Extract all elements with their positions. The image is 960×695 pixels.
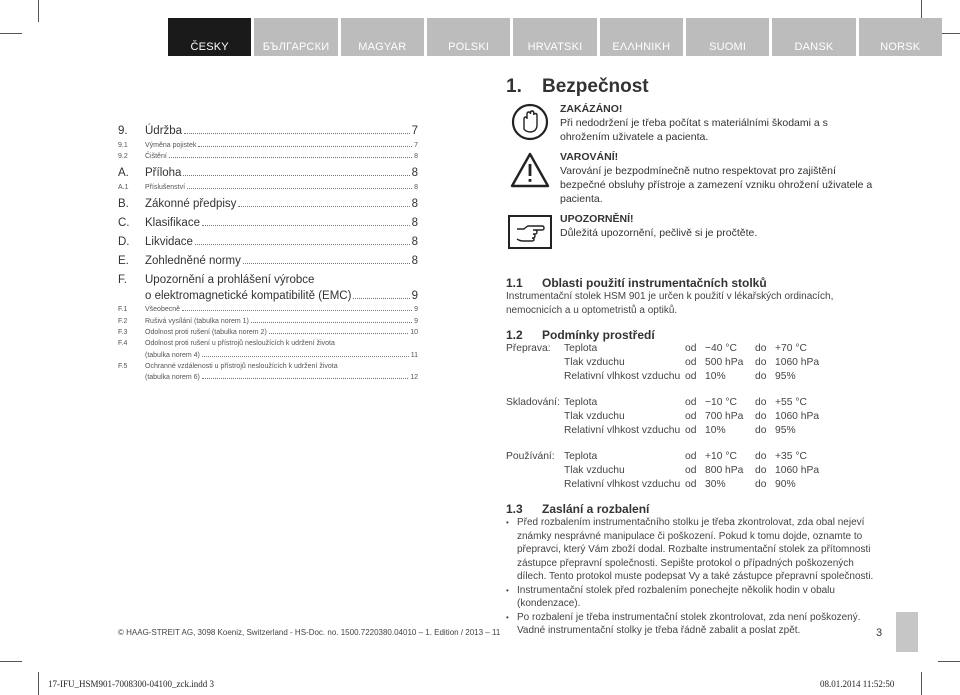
- bullet-list: [506, 516, 878, 638]
- condition-max: 95%: [775, 425, 796, 436]
- warning-triangle-icon: [506, 150, 554, 190]
- condition-row: [506, 464, 878, 478]
- toc-page: 10: [410, 329, 418, 336]
- condition-label: Teplota: [564, 451, 598, 462]
- condition-group-name: Skladování:: [506, 397, 560, 408]
- toc-label: Údržba: [145, 125, 183, 137]
- crop-mark: [938, 661, 960, 662]
- subsection-number: 1.2: [506, 328, 523, 342]
- subsection-title: Oblasti použití instrumentačních stolků: [542, 276, 767, 290]
- condition-from: od: [685, 411, 697, 422]
- toc-label: Výměna pojistek: [145, 141, 197, 149]
- condition-group-name: [506, 464, 564, 478]
- condition-min: 500 hPa: [705, 357, 744, 368]
- condition-max: 1060 hPa: [775, 465, 820, 476]
- toc-leader: [202, 378, 408, 379]
- bullet-icon: •: [506, 585, 509, 595]
- page-number: 3: [876, 627, 883, 639]
- toc-entry[interactable]: [118, 359, 418, 370]
- section-heading: [506, 76, 878, 102]
- toc-entry[interactable]: [118, 313, 418, 325]
- condition-from: od: [685, 451, 697, 462]
- condition-min: 700 hPa: [705, 411, 744, 422]
- safety-warning: [506, 150, 878, 206]
- subsection-heading: [506, 324, 878, 342]
- condition-label: Relativní vlhkost vzduchu: [564, 371, 681, 382]
- condition-from: od: [685, 397, 697, 408]
- condition-row: [506, 370, 878, 384]
- toc-number: A.1: [118, 183, 129, 191]
- condition-min: −10 °C: [705, 397, 737, 408]
- condition-to: do: [755, 371, 767, 382]
- safety-text: Při nedodržení je třeba počítat s materiálními škodami a s ohrožením uživatele a pacienta.: [560, 117, 828, 143]
- toc-page: 7: [414, 141, 418, 149]
- crop-mark: [38, 672, 39, 695]
- condition-min: 10%: [705, 371, 726, 382]
- toc-label: Rušivá vysílání (tabulka norem 1): [145, 317, 249, 325]
- crop-mark: [0, 33, 22, 34]
- toc-label: Příslušenství: [145, 183, 186, 191]
- toc-number: A.: [118, 167, 129, 179]
- condition-from: od: [685, 425, 697, 436]
- toc-entry[interactable]: [118, 229, 418, 248]
- toc-number: F.1: [118, 306, 128, 313]
- toc-leader: [238, 206, 409, 207]
- list-item-text: Před rozbalením instrumentačního stolku je třeba zkontrolovat, zda obal nejeví známky nesprávné manipulace či poškození. Pokud k tomu dojde, oznamte to přepravci, který Vám zboží dodal. Rozbalte instrumentační stolek za přítomnosti zástupce přepravní společnosti. Sepište protokol o případných poškozených dílech. Tento protokol muste podepsat Vy a také zástupce přepravní společnosti.: [517, 517, 874, 582]
- safety-title: VAROVÁNÍ!: [560, 151, 619, 163]
- condition-label: Tlak vzduchu: [564, 357, 625, 368]
- tab-polski[interactable]: POLSKI: [427, 18, 510, 56]
- toc-page: 11: [410, 351, 418, 359]
- toc-page: 9: [414, 306, 418, 313]
- condition-max: 1060 hPa: [775, 411, 820, 422]
- condition-group: [506, 450, 878, 492]
- toc-label: Zákonné předpisy: [145, 197, 237, 210]
- toc-leader: [198, 146, 412, 147]
- toc-leader: [243, 263, 410, 264]
- toc-page: 8: [411, 235, 418, 248]
- condition-group-name: [506, 410, 564, 424]
- toc-page: 9: [411, 289, 418, 302]
- list-item: [506, 611, 878, 638]
- toc-entry[interactable]: [118, 179, 418, 191]
- tab-ellinika[interactable]: ΕΛΛΗΝΙΚΗ: [600, 18, 683, 56]
- condition-row: [506, 396, 878, 410]
- crop-mark: [921, 672, 922, 695]
- tab-suomi[interactable]: SUOMI: [686, 18, 769, 56]
- condition-from: od: [685, 343, 697, 354]
- condition-max: 1060 hPa: [775, 357, 820, 368]
- condition-group-name: [506, 478, 564, 492]
- toc-number: 9.1: [118, 141, 128, 149]
- tab-cesky[interactable]: ČESKY: [168, 18, 251, 56]
- toc-page: 8: [411, 167, 418, 179]
- toc-label: (tabulka norem 4): [145, 351, 200, 359]
- condition-group-name: [506, 424, 564, 438]
- toc-leader: [183, 175, 409, 176]
- toc-entry[interactable]: [118, 325, 418, 337]
- condition-min: 30%: [705, 479, 726, 490]
- subsection-number: 1.1: [506, 276, 523, 290]
- toc-leader: [251, 322, 412, 323]
- toc-page: 8: [414, 153, 418, 160]
- condition-group-name: Používání:: [506, 451, 555, 462]
- toc-entry[interactable]: [118, 137, 418, 149]
- subsection-heading: [506, 498, 878, 516]
- condition-label: Relativní vlhkost vzduchu: [564, 479, 681, 490]
- safety-symbols: [506, 102, 878, 252]
- condition-label: Teplota: [564, 343, 598, 354]
- table-of-contents: [118, 118, 418, 381]
- condition-max: +55 °C: [775, 397, 807, 408]
- toc-leader: [169, 157, 412, 158]
- toc-leader: [187, 188, 412, 189]
- toc-entry[interactable]: [118, 370, 418, 382]
- toc-number: F.4: [118, 340, 128, 347]
- toc-number: 9.: [118, 125, 128, 137]
- condition-max: +70 °C: [775, 343, 807, 354]
- condition-max: +35 °C: [775, 451, 807, 462]
- condition-row: [506, 356, 878, 370]
- toc-leader: [202, 356, 409, 357]
- toc-label: Upozornění a prohlášení výrobce: [145, 273, 315, 286]
- subsection-title: Podmínky prostředí: [542, 328, 655, 342]
- toc-label: Čištění: [145, 153, 167, 160]
- condition-from: od: [685, 479, 697, 490]
- list-item-text: Po rozbalení je třeba instrumentační stolek zkontrolovat, zda není poškozený. Vadné instrumentační stolky je třeba řádně zabalit a poslat zpět.: [517, 611, 861, 636]
- condition-to: do: [755, 479, 767, 490]
- stop-hand-icon: [506, 102, 554, 142]
- toc-number: F.2: [118, 317, 128, 325]
- toc-entry[interactable]: [118, 248, 418, 267]
- condition-group-name: [506, 370, 564, 384]
- crop-mark: [38, 0, 39, 22]
- condition-to: do: [755, 451, 767, 462]
- list-item: [506, 516, 878, 584]
- subsection-title: Zaslání a rozbalení: [542, 502, 650, 516]
- toc-page: 8: [411, 216, 418, 229]
- toc-page: 12: [410, 374, 418, 381]
- toc-page: 8: [411, 254, 418, 267]
- toc-leader: [353, 298, 409, 299]
- tab-bulgarski[interactable]: БЪЛГАРСКИ: [254, 18, 337, 56]
- toc-entry[interactable]: [118, 336, 418, 347]
- print-date-info: 08.01.2014 11:52:50: [820, 679, 895, 689]
- toc-number: B.: [118, 197, 129, 210]
- toc-number: C.: [118, 216, 130, 229]
- toc-label: Příloha: [145, 167, 182, 179]
- condition-label: Tlak vzduchu: [564, 465, 625, 476]
- section-title: Bezpečnost: [542, 76, 649, 97]
- condition-row: [506, 450, 878, 464]
- toc-label: o elektromagnetické kompatibilitě (EMC): [145, 289, 352, 302]
- crop-mark: [0, 661, 22, 662]
- toc-label: Ochranné vzdálenosti u přístrojů nesloužících k udržení života: [145, 362, 338, 370]
- environment-conditions: [506, 342, 878, 492]
- paragraph: Instrumentační stolek HSM 901 je určen k použití v lékařských ordinacích, nemocnicích a u optometristů a optiků.: [506, 291, 834, 316]
- condition-from: od: [685, 371, 697, 382]
- toc-entry[interactable]: [118, 210, 418, 229]
- safety-title: UPOZORNĚNÍ!: [560, 213, 634, 225]
- toc-number: F.: [118, 273, 127, 286]
- toc-label: Všeobecně: [145, 306, 181, 313]
- tab-magyar[interactable]: MAGYAR: [341, 18, 424, 56]
- copyright-footer: © HAAG-STREIT AG, 3098 Koeniz, Switzerland - HS-Doc. no. 1500.7220380.04010 – 1. Edition / 2013 – 11: [118, 628, 501, 637]
- toc-leader: [195, 244, 410, 245]
- condition-to: do: [755, 465, 767, 476]
- condition-row: [506, 410, 878, 424]
- toc-entry[interactable]: [118, 160, 418, 179]
- main-content: [506, 76, 878, 638]
- condition-max: 90%: [775, 479, 796, 490]
- list-item-text: Instrumentační stolek před rozbalením ponechejte několik hodin v obalu (kondenzace).: [517, 584, 835, 609]
- toc-label: Odolnost proti rušení (tabulka norem 2): [145, 329, 267, 336]
- condition-label: Teplota: [564, 397, 598, 408]
- condition-to: do: [755, 357, 767, 368]
- tab-hrvatski[interactable]: HRVATSKI: [513, 18, 596, 56]
- safety-title: ZAKÁZÁNO!: [560, 103, 623, 115]
- toc-label: Odolnost proti rušení u přístrojů nesloužících k udržení života: [145, 340, 335, 347]
- page-number-tab: [896, 612, 918, 652]
- toc-number: D.: [118, 235, 130, 248]
- toc-entry[interactable]: [118, 286, 418, 302]
- condition-min: 800 hPa: [705, 465, 744, 476]
- toc-page: 8: [411, 197, 418, 210]
- toc-entry[interactable]: [118, 267, 418, 286]
- condition-row: [506, 342, 878, 356]
- toc-leader: [269, 333, 408, 334]
- toc-leader: [184, 133, 410, 134]
- toc-page: 7: [411, 125, 418, 137]
- pointing-hand-icon: [506, 212, 554, 252]
- tab-dansk[interactable]: DANSK: [772, 18, 855, 56]
- toc-label: Zohledněné normy: [145, 254, 241, 267]
- toc-label: (tabulka norem 6): [145, 374, 200, 381]
- condition-group-name: Přeprava:: [506, 343, 551, 354]
- safety-text: Varování je bezpodmínečně nutno respektovat pro zajištění bezpečné obsluhy přístroje a zamezení vzniku ohrožení uživatele a pacienta.: [560, 165, 873, 205]
- condition-to: do: [755, 411, 767, 422]
- tab-norsk[interactable]: NORSK: [859, 18, 942, 56]
- toc-entry[interactable]: [118, 302, 418, 314]
- language-tabs: [168, 18, 942, 56]
- toc-page: 8: [414, 183, 418, 191]
- toc-entry[interactable]: [118, 347, 418, 359]
- subsection-heading: [506, 272, 878, 290]
- safety-prohibited: [506, 102, 878, 144]
- safety-note: [506, 212, 878, 252]
- condition-label: Tlak vzduchu: [564, 411, 625, 422]
- toc-leader: [202, 225, 410, 226]
- toc-leader: [182, 310, 412, 311]
- bullet-icon: •: [506, 612, 509, 622]
- toc-entry[interactable]: [118, 118, 418, 137]
- subsection-number: 1.3: [506, 502, 523, 516]
- condition-to: do: [755, 397, 767, 408]
- condition-group-name: [506, 356, 564, 370]
- print-file-info: 17-IFU_HSM901-7008300-04100_zck.indd 3: [48, 679, 214, 689]
- bullet-icon: •: [506, 518, 509, 527]
- list-item: [506, 584, 878, 611]
- toc-label: Likvidace: [145, 235, 193, 248]
- condition-from: od: [685, 465, 697, 476]
- toc-entry[interactable]: [118, 149, 418, 161]
- toc-entry[interactable]: [118, 191, 418, 210]
- condition-row: [506, 478, 878, 492]
- toc-number: 9.2: [118, 153, 128, 160]
- safety-text: Důležitá upozornění, pečlivě si je pročtěte.: [560, 227, 758, 239]
- condition-group: [506, 342, 878, 384]
- section-number: 1.: [506, 76, 522, 97]
- toc-number: F.5: [118, 362, 128, 370]
- toc-label: Klasifikace: [145, 216, 200, 229]
- toc-number: E.: [118, 254, 129, 267]
- condition-label: Relativní vlhkost vzduchu: [564, 425, 681, 436]
- condition-min: −40 °C: [705, 343, 737, 354]
- toc-page: 9: [414, 317, 418, 325]
- condition-min: +10 °C: [705, 451, 737, 462]
- condition-from: od: [685, 357, 697, 368]
- condition-to: do: [755, 343, 767, 354]
- condition-row: [506, 424, 878, 438]
- condition-min: 10%: [705, 425, 726, 436]
- condition-group: [506, 396, 878, 438]
- condition-to: do: [755, 425, 767, 436]
- toc-number: F.3: [118, 329, 128, 336]
- condition-max: 95%: [775, 371, 796, 382]
